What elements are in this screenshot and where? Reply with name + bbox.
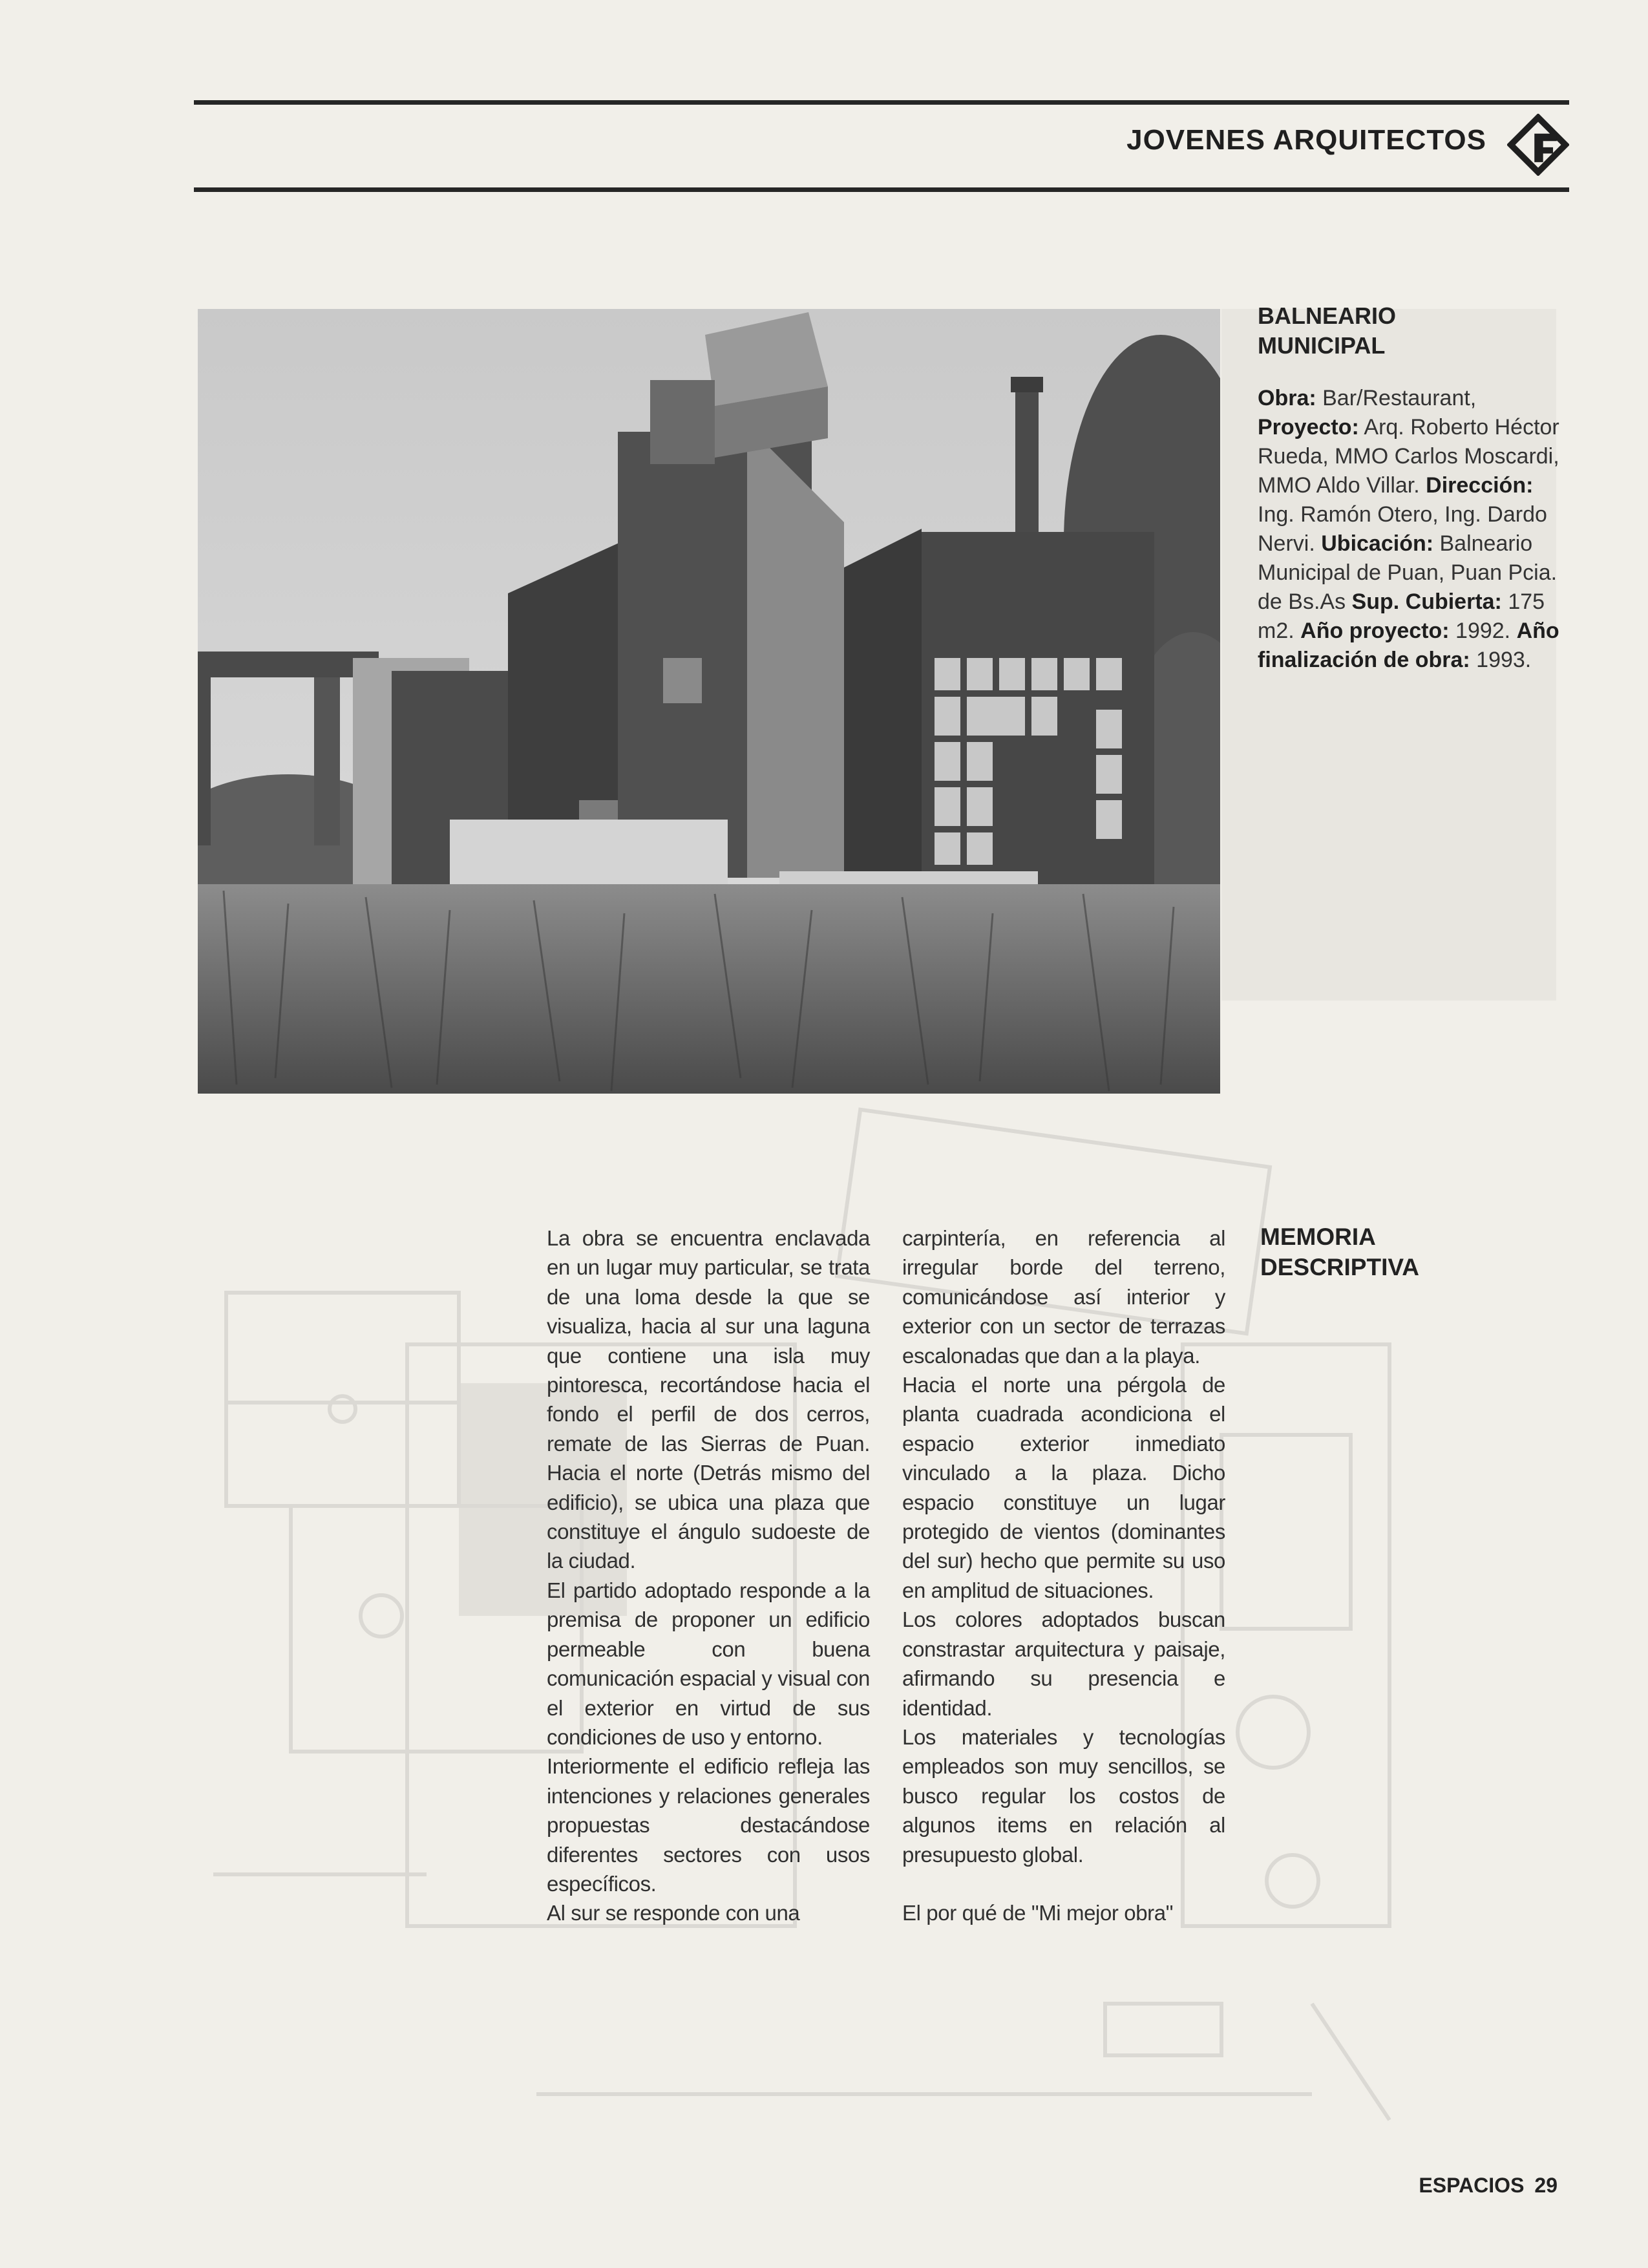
header-rule-bottom xyxy=(194,187,1569,192)
paragraph: carpintería, en referencia al irregular borde del terreno, comunicándose así interior y exterior con un sector de terrazas escalonadas que dan a la playa. xyxy=(902,1226,1225,1368)
paragraph: Los materiales y tecnologías empleados son muy sencillos, se busco regular los costos de algunos items en relación al presupuesto global. xyxy=(902,1724,1225,1867)
project-title-line2: MUNICIPAL xyxy=(1258,332,1386,359)
obra-label: Obra: xyxy=(1258,386,1316,410)
header-rule-top xyxy=(194,100,1569,105)
paragraph: Hacia el norte una pérgola de planta cuadrada acondiciona el espacio exterior inmediato vinculado a la plaza. Dicho espacio constituye un lugar protegido de vientos (dominantes del sur) hecho que permite su uso en amplitud de situaciones. xyxy=(902,1373,1225,1602)
project-title xyxy=(1258,301,1568,361)
magazine-name: ESPACIOS xyxy=(1419,2174,1525,2197)
direccion-value: Ing. Ramón Otero, Ing. Dardo Nervi. xyxy=(1258,502,1547,556)
paragraph: El partido adoptado responde a la premisa de proponer un edificio permeable con buena comunicación espacial y visual con el exterior en virtud de sus condiciones de uso y entorno. xyxy=(547,1578,870,1749)
proyecto-label: Proyecto: xyxy=(1258,415,1359,440)
info-credits xyxy=(1258,384,1568,675)
project-info xyxy=(1258,301,1568,675)
section-title: JOVENES ARQUITECTOS xyxy=(1126,124,1486,156)
fin-value: 1993. xyxy=(1470,648,1532,672)
sup-label: Sup. Cubierta: xyxy=(1351,589,1502,614)
memoria-heading xyxy=(1260,1222,1419,1282)
proyecto-value: Arq. Roberto Héctor Rueda, MMO Carlos Moscardi, MMO Aldo Villar. xyxy=(1258,415,1559,498)
page-footer xyxy=(1389,2174,1558,2198)
text-column-2 xyxy=(902,1224,1225,1927)
paragraph: Al sur se responde con una xyxy=(547,1901,800,1925)
ubicacion-value: Balneario Municipal de Puan, Puan Pcia. de Bs.As xyxy=(1258,531,1558,614)
paragraph: Interiormente el edificio refleja las intenciones y relaciones generales propuestas destacándose diferentes sectores con usos específicos. xyxy=(547,1754,870,1896)
fin-label: Año finalización de obra: xyxy=(1258,619,1559,672)
sup-value: 175 m2. xyxy=(1258,589,1545,643)
ubicacion-label: Ubicación: xyxy=(1321,531,1434,556)
text-column-1 xyxy=(547,1224,870,1928)
project-title-line1: BALNEARIO xyxy=(1258,302,1396,329)
memoria-heading-line2: DESCRIPTIVA xyxy=(1260,1254,1420,1280)
obra-value: Bar/Restaurant, xyxy=(1316,386,1477,410)
magazine-logo-icon xyxy=(1507,114,1569,176)
building-photo xyxy=(198,309,1220,1094)
anio-value: 1992. xyxy=(1449,619,1511,643)
direccion-label: Dirección: xyxy=(1426,473,1534,498)
paragraph: El por qué de "Mi mejor obra" xyxy=(902,1900,1174,1925)
anio-label: Año proyecto: xyxy=(1300,619,1450,643)
page-number: 29 xyxy=(1534,2174,1558,2197)
memoria-heading-line1: MEMORIA xyxy=(1260,1224,1376,1250)
paragraph: Los colores adoptados buscan constrastar arquitectura y paisaje, afirmando su presencia e identidad. xyxy=(902,1607,1225,1720)
paragraph: La obra se encuentra enclavada en un lugar muy particular, se trata de una loma desde la que se visualiza, hacia al sur una laguna que contiene una isla muy pintoresca, recortándose hacia el fondo el perfil de dos cerros, remate de las Sierras de Puan. Hacia el norte (Detrás mismo del edificio), se ubica una plaza que constituye el ángulo sudoeste de la ciudad. xyxy=(547,1226,870,1573)
